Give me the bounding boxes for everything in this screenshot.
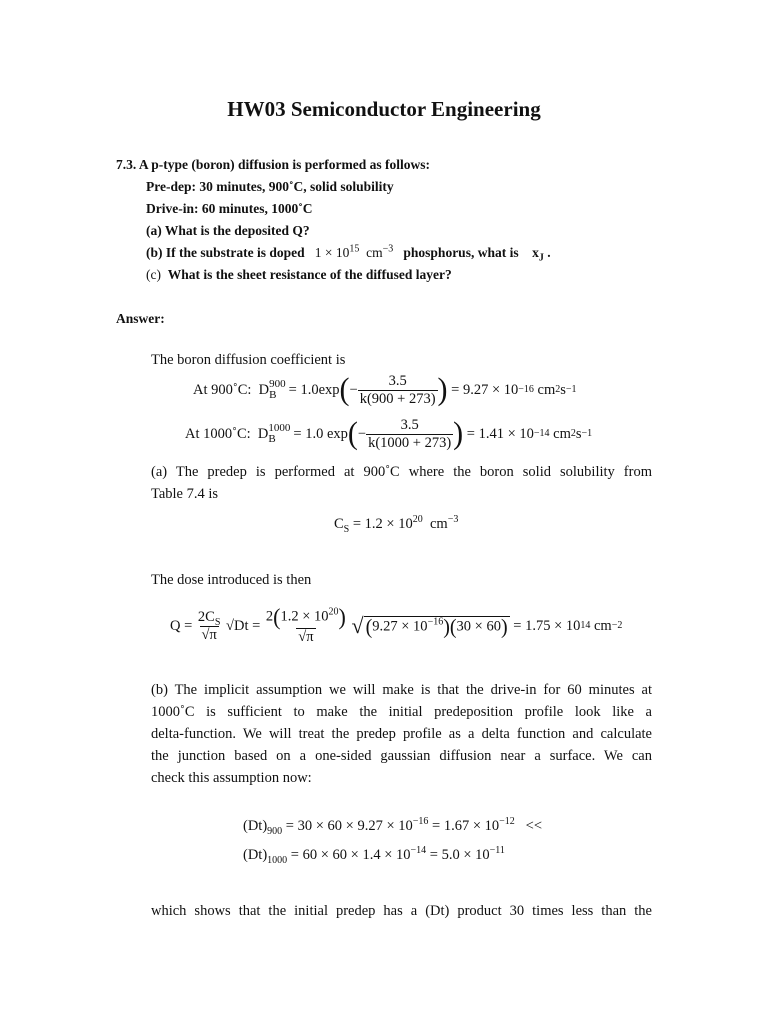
sqrt-icon: √ — [351, 613, 364, 638]
qb-prefix: (b) If the substrate is doped — [146, 245, 305, 260]
q-rad-open: ( — [365, 614, 373, 639]
eq2-num: 3.5 — [400, 416, 419, 433]
dt1-exp: −16 — [412, 816, 429, 828]
dt2-mid: = 5.0 × 10 — [429, 847, 490, 863]
q-frac2 — [264, 603, 348, 646]
q-frac1 — [196, 609, 222, 644]
eq1-eq: = 1.0exp — [288, 381, 340, 398]
eq1-unit2: s — [560, 381, 566, 398]
q-rad-a: 9.27 × 10 — [372, 617, 428, 634]
eq-d900: At 900˚C: D 900 B = 1.0exp ( − $\frac{3.5}{k(900 + 273)}$ ) = 9.27 × 10 −16 cm 2 s −1 — [193, 372, 577, 407]
final-line: which shows that the initial predep has a (Dt) product 30 times less than the — [151, 903, 652, 919]
qc-label: (c) — [146, 267, 161, 282]
q-num2b: 1.2 × 10 — [280, 608, 329, 625]
q-den2: √π — [298, 629, 314, 645]
eq2-close-paren: ) — [453, 416, 464, 451]
qb-end: . — [547, 245, 551, 260]
question-c — [146, 267, 452, 283]
drivein-line: Drive-in: 60 minutes, 1000˚C — [146, 201, 313, 216]
para-b-line2: 1000˚C is sufficient to make the initial predeposition profile look like a — [151, 704, 652, 720]
eq1-fraction — [358, 373, 438, 408]
eq1-lhs: D — [258, 381, 270, 398]
eq2-unit: cm — [553, 425, 571, 442]
predep-line: Pre-dep: 30 minutes, 900˚C, solid solubility — [146, 179, 394, 194]
eq1-num: 3.5 — [388, 372, 407, 389]
eq-dt1000 — [243, 847, 505, 864]
q-rad-close: ) — [500, 614, 508, 639]
q-num1-text: 2C — [197, 608, 215, 625]
para-b-line5: check this assumption now: — [151, 770, 312, 786]
eq1-den: k(900 + 273) — [359, 390, 436, 407]
final-paragraph — [151, 900, 652, 922]
dt1-rhs: = 30 × 60 × 9.27 × 10 — [285, 818, 413, 834]
eq-cs — [334, 516, 458, 533]
cs-unit: cm — [429, 516, 448, 532]
para-b-line1: (b) The implicit assumption we will make is that the drive-in for 60 minutes at — [151, 682, 652, 698]
eq-dose: Q = $\frac{2C_S}{√\pi}$ √Dt = $\frac{2(1.2 \times 10^{20})}{√\pi}$ √ $(9.27 \times 10^{-16})(30 \times 60)$ = 1.75 × 10 14 cm −2 — [170, 603, 623, 645]
cs-unit-exp: −3 — [447, 514, 459, 526]
paragraph-a — [151, 461, 652, 505]
cs-lhs: C — [334, 516, 344, 532]
q-dt: √Dt = — [226, 617, 261, 634]
q-num1-sub: S — [214, 616, 221, 628]
qb-xj: x — [532, 245, 539, 260]
problem-header: 7.3. A p-type (boron) diffusion is performed as follows: — [116, 157, 431, 172]
q-rad-b: 30 × 60 — [456, 617, 501, 634]
qb-value: 1 × 10 — [314, 245, 350, 260]
q-den1: √π — [201, 626, 217, 643]
para-a-line1: (a) The predep is performed at 900˚C where the boron solid solubility from — [151, 464, 652, 480]
qb-exp: 15 — [349, 243, 360, 255]
dt2-exp: −14 — [410, 845, 427, 857]
question-a: (a) What is the deposited Q? — [146, 223, 310, 238]
eq1-label: At 900˚C: — [193, 381, 252, 398]
answer-label: Answer: — [116, 311, 165, 326]
eq1-open-paren: ( — [339, 372, 350, 407]
dt2-rhs: = 60 × 60 × 1.4 × 10 — [290, 847, 411, 863]
qc-text: What is the sheet resistance of the diffused layer? — [167, 267, 452, 282]
para-b-line3: delta-function. We will treat the predep profile as a delta function and calculate — [151, 726, 652, 742]
eq2-eq: = 1.0 exp — [293, 425, 348, 442]
q-num2-open: ( — [273, 603, 281, 630]
dt2-mid-exp: −11 — [489, 845, 505, 857]
para-b-line4: the junction based on a one-sided gaussian diffusion near a surface. We can — [151, 748, 652, 764]
q-lhs: Q = — [170, 617, 193, 634]
eq2-lhs: D — [257, 425, 269, 442]
q-num2 — [264, 603, 348, 630]
cs-exp: 20 — [412, 514, 423, 526]
eq2-fraction — [366, 417, 453, 452]
eq1-unit: cm — [537, 381, 556, 398]
q-num1 — [196, 609, 222, 626]
eq1-sup: 900 — [269, 378, 286, 390]
dt1-lhs: (Dt) — [243, 818, 268, 834]
q-result: = 1.75 × 10 — [513, 617, 581, 634]
eq-d1000: At 1000˚C: D 1000 B = 1.0 exp ( − $\frac{3.5}{k(1000 + 273)}$ ) = 1.41 × 10 −14 cm 2 s −1 — [185, 416, 593, 451]
dt1-mid-exp: −12 — [499, 816, 515, 828]
eq2-den: k(1000 + 273) — [368, 434, 452, 451]
cs-rhs: = 1.2 × 10 — [352, 516, 413, 532]
intro-text: The boron diffusion coefficient is — [151, 352, 346, 368]
eq1-result: = 9.27 × 10 — [451, 381, 519, 398]
qb-xj-sub: J — [538, 252, 544, 264]
q-num2-exp: 20 — [328, 606, 339, 618]
dt1-tail: << — [525, 818, 543, 834]
q-rad-a-exp: −16 — [427, 616, 444, 627]
eq2-sub: B — [268, 433, 276, 445]
dose-intro: The dose introduced is then — [151, 572, 312, 588]
dt1-mid: = 1.67 × 10 — [432, 818, 500, 834]
question-b — [146, 243, 551, 264]
qb-mid: phosphorus, what is — [403, 245, 519, 260]
eq2-result: = 1.41 × 10 — [466, 425, 534, 442]
q-rad-mid: )( — [443, 614, 457, 639]
q-radicand — [364, 616, 510, 637]
q-num2-close: ) — [338, 603, 346, 630]
q-num2a: 2 — [265, 608, 274, 625]
eq1-sub: B — [269, 389, 277, 401]
eq-dt900 — [243, 818, 542, 835]
dt1-sub: 900 — [267, 825, 283, 837]
q-unit: cm — [594, 617, 612, 634]
eq2-sup: 1000 — [268, 422, 291, 434]
dt2-sub: 1000 — [267, 854, 288, 866]
eq1-close-paren: ) — [437, 372, 448, 407]
page-title: HW03 Semiconductor Engineering — [227, 97, 541, 121]
qb-unit: cm — [366, 245, 383, 260]
dt2-lhs: (Dt) — [243, 847, 268, 863]
paragraph-b — [151, 679, 652, 789]
qb-unit-exp: −3 — [382, 243, 394, 255]
para-a-line2: Table 7.4 is — [151, 486, 219, 502]
eq2-label: At 1000˚C: — [185, 425, 251, 442]
cs-sub: S — [343, 523, 350, 535]
eq2-unit2: s — [575, 425, 582, 442]
eq2-open-paren: ( — [347, 416, 358, 451]
